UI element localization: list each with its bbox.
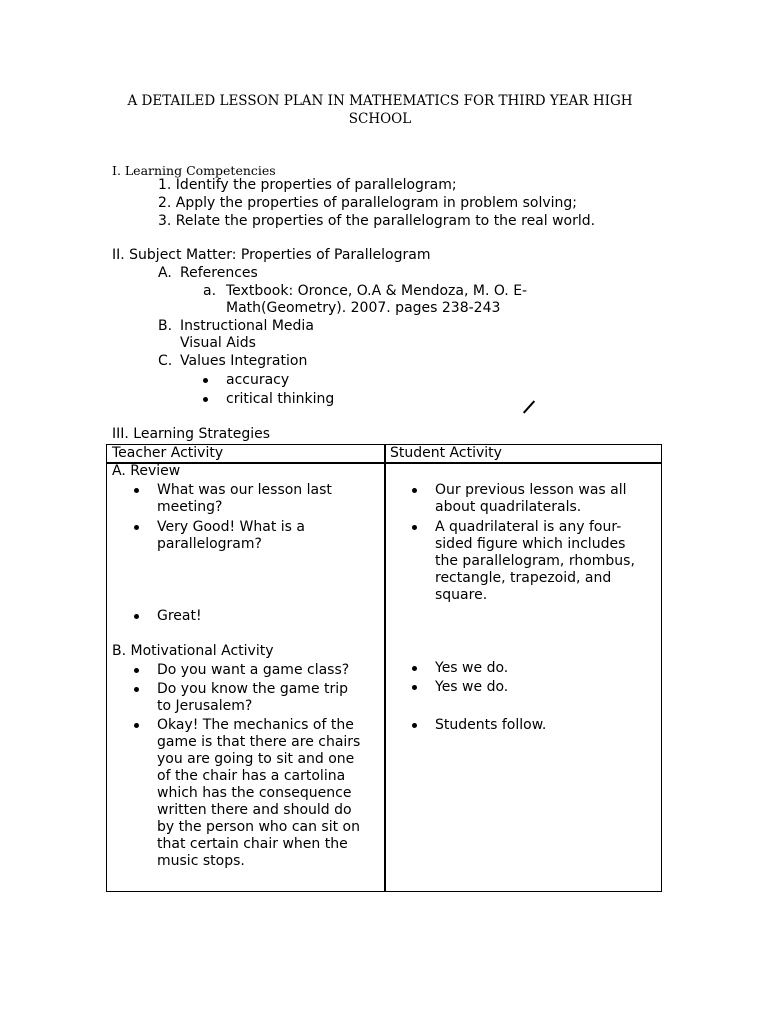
section-2-heading: II. Subject Matter: Properties of Parallelogram (112, 247, 431, 263)
text-line: Our previous lesson was all (435, 482, 627, 498)
teacher-column-header: Teacher Activity (112, 445, 224, 461)
text-line: rectangle, trapezoid, and (435, 570, 612, 586)
text-line: written there and should do (157, 802, 352, 818)
text-line: Students follow. (435, 717, 547, 733)
teacher-motivation-item (157, 681, 348, 715)
teacher-motivation-item (157, 717, 360, 870)
text-line: Do you want a game class? (157, 662, 350, 678)
value-item: accuracy (226, 372, 290, 388)
student-review-item (435, 482, 627, 516)
competency-item: 1. Identify the properties of parallelogram; (158, 177, 457, 193)
reference-line-1: Textbook: Oronce, O.A & Mendoza, M. O. E- (226, 283, 528, 299)
teacher-review-item (157, 519, 305, 553)
text-line: Yes we do. (435, 660, 509, 676)
subsection-b-detail: Visual Aids (180, 335, 256, 351)
reference-label: a. (203, 283, 217, 299)
motivation-heading: B. Motivational Activity (112, 643, 274, 659)
review-heading: A. Review (112, 463, 181, 479)
subsection-a-title: References (180, 265, 258, 281)
value-item: critical thinking (226, 391, 335, 407)
text-line: sided figure which includes (435, 536, 626, 552)
teacher-review-item (157, 608, 202, 625)
text-line: by the person who can sit on (157, 819, 360, 835)
column-divider (384, 445, 386, 891)
student-review-item (435, 519, 635, 604)
text-line: Very Good! What is a (157, 519, 305, 535)
teacher-motivation-item (157, 662, 349, 679)
text-line: What was our lesson last (157, 482, 332, 498)
subsection-c-title: Values Integration (180, 353, 308, 369)
competency-item: 2. Apply the properties of parallelogram in problem solving; (158, 195, 577, 211)
text-line: that certain chair when the (157, 836, 348, 852)
document-title: A DETAILED LESSON PLAN IN MATHEMATICS FOR THIRD YEAR HIGH SCHOOL (127, 93, 633, 127)
text-line: Do you know the game trip (157, 681, 349, 697)
student-column-header: Student Activity (390, 445, 502, 461)
text-line: which has the consequence (157, 785, 352, 801)
competency-item: 3. Relate the properties of the parallelogram to the real world. (158, 213, 596, 229)
text-line: music stops. (157, 853, 245, 869)
subsection-b-title: Instructional Media (180, 318, 314, 334)
text-line: about quadrilaterals. (435, 499, 582, 515)
student-motivation-item (435, 660, 508, 677)
subsection-b-label: B. (158, 318, 173, 334)
text-line: parallelogram? (157, 536, 262, 552)
text-line: you are going to sit and one (157, 751, 355, 767)
text-line: the parallelogram, rhombus, (435, 553, 635, 569)
student-motivation-item (435, 679, 508, 696)
text-line: Yes we do. (435, 679, 509, 695)
reference-line-2: Math(Geometry). 2007. pages 238-243 (226, 300, 501, 316)
pen-mark (523, 400, 535, 413)
text-line: game is that there are chairs (157, 734, 361, 750)
section-3-heading: III. Learning Strategies (112, 426, 271, 442)
teacher-review-item (157, 482, 332, 516)
text-line: of the chair has a cartolina (157, 768, 346, 784)
student-motivation-item (435, 717, 546, 734)
text-line: meeting? (157, 499, 223, 515)
section-1-heading: I. Learning Competencies (112, 163, 276, 178)
text-line: to Jerusalem? (157, 698, 253, 714)
text-line: square. (435, 587, 488, 603)
text-line: A quadrilateral is any four- (435, 519, 622, 535)
text-line: Okay! The mechanics of the (157, 717, 354, 733)
subsection-c-label: C. (158, 353, 173, 369)
subsection-a-label: A. (158, 265, 172, 281)
strategies-table (106, 444, 662, 892)
text-line: Great! (157, 608, 202, 624)
